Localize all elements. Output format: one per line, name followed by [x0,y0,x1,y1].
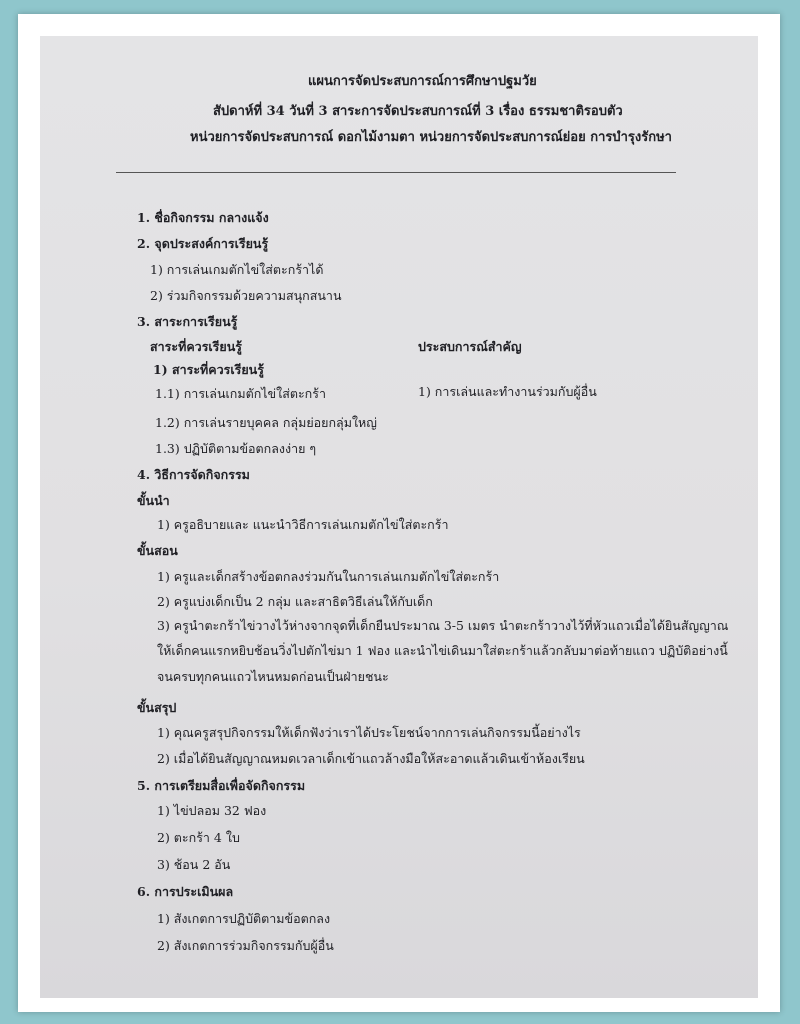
doc-title: แผนการจัดประสบการณ์การศึกษาปฐมวัย [308,74,537,89]
content-sub-heading: 1) สาระที่ควรเรียนรู้ [153,362,264,377]
section-evaluation: 6. การประเมินผล [137,884,234,899]
section-activity-name: 1. ชื่อกิจกรรม กลางแจ้ง [137,210,269,225]
section-learning-content: 3. สาระการเรียนรู้ [137,314,238,329]
stage-summary-heading: ขั้นสรุป [137,700,177,715]
evaluation-item: 1) สังเกตการปฏิบัติตามข้อตกลง [157,911,331,926]
section-activity-method: 4. วิธีการจัดกิจกรรม [137,467,250,482]
column-heading-content: สาระที่ควรเรียนรู้ [150,339,242,354]
content-item: 1.3) ปฏิบัติตามข้อตกลงง่าย ๆ [155,441,317,456]
stage-teaching-item: 1) ครูและเด็กสร้างข้อตกลงร่วมกันในการเล่นเกมตักไข่ใส่ตะกร้า [157,569,500,584]
stage-intro-heading: ขั้นนำ [137,493,170,508]
stage-teaching-item-continued: จนครบทุกคนแถวไหนหมดก่อนเป็นฝ่ายชนะ [157,669,389,684]
material-item: 3) ช้อน 2 อัน [157,857,231,872]
evaluation-item: 2) สังเกตการร่วมกิจกรรมกับผู้อื่น [157,938,334,953]
section-materials: 5. การเตรียมสื่อเพื่อจัดกิจกรรม [137,778,306,793]
stage-intro-item: 1) ครูอธิบายและ แนะนำวิธีการเล่นเกมตักไข่ใส่ตะกร้า [157,517,449,532]
stage-teaching-item: 3) ครูนำตะกร้าไข่วางไว้ห่างจากจุดที่เด็กยืนประมาณ 3-5 เมตร นำตะกร้าวางไว้ที่หัวแถวเมื่อได้ยินสัญญาณ [157,618,729,633]
section-objectives: 2. จุดประสงค์การเรียนรู้ [137,236,269,251]
objective-item: 2) ร่วมกิจกรรมด้วยความสนุกสนาน [150,288,342,303]
objective-item: 1) การเล่นเกมตักไข่ใส่ตะกร้าได้ [150,262,324,277]
doc-subtitle-unit: หน่วยการจัดประสบการณ์ ดอกไม้งามตา หน่วยการจัดประสบการณ์ย่อย การบำรุงรักษา [190,130,672,145]
stage-teaching-item-continued: ให้เด็กคนแรกหยิบช้อนวิ่งไปตักไข่มา 1 ฟอง และนำไข่เดินมาใส่ตะกร้าแล้วกลับมาต่อท้ายแถว ปฏิบัติอย่างนี้ [157,643,728,658]
experience-item: 1) การเล่นและทำงานร่วมกับผู้อื่น [418,384,597,399]
stage-summary-item: 2) เมื่อได้ยินสัญญาณหมดเวลาเด็กเข้าแถวล้างมือให้สะอาดแล้วเดินเข้าห้องเรียน [157,751,585,766]
column-heading-experience: ประสบการณ์สำคัญ [418,339,522,354]
material-item: 2) ตะกร้า 4 ใบ [157,830,240,845]
content-item: 1.2) การเล่นรายบุคคล กลุ่มย่อยกลุ่มใหญ่ [155,415,377,430]
stage-teaching-item: 2) ครูแบ่งเด็กเป็น 2 กลุ่ม และสาธิตวิธีเล่นให้กับเด็ก [157,594,433,609]
stage-summary-item: 1) คุณครูสรุปกิจกรรมให้เด็กฟังว่าเราได้ประโยชน์จากการเล่นกิจกรรมนี้อย่างไร [157,725,581,740]
content-item: 1.1) การเล่นเกมตักไข่ใส่ตะกร้า [155,386,326,401]
doc-subtitle-week: สัปดาห์ที่ 34 วันที่ 3 สาระการจัดประสบการณ์ที่ 3 เรื่อง ธรรมชาติรอบตัว [213,104,623,119]
stage-teaching-heading: ขั้นสอน [137,543,178,558]
header-divider [116,172,676,173]
material-item: 1) ไข่ปลอม 32 ฟอง [157,803,267,818]
